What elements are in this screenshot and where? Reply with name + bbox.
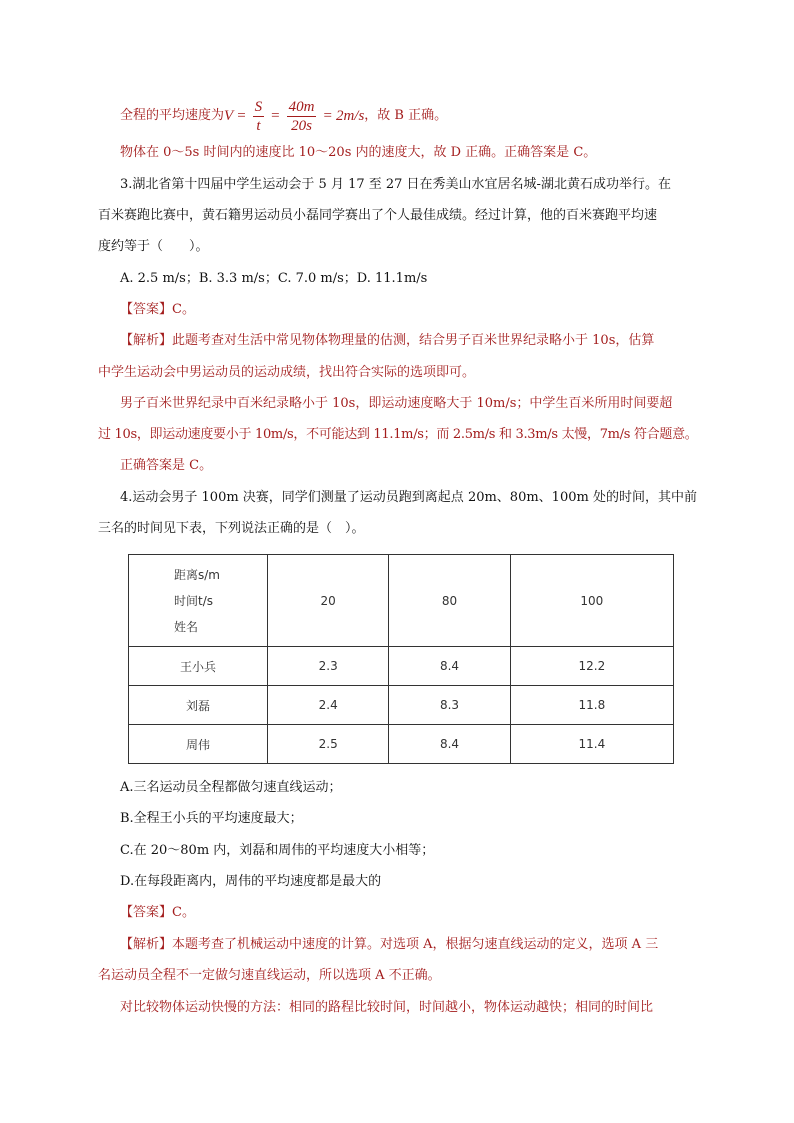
table-cell: 2.4 xyxy=(268,686,389,725)
table-header-cell: 80 xyxy=(389,555,510,647)
table-cell: 2.5 xyxy=(268,725,389,764)
answer-value: C。 xyxy=(172,302,195,317)
table-cell: 12.2 xyxy=(510,647,673,686)
explanation-tag: 【解析】 xyxy=(120,937,173,952)
header-time-label: 时间t/s xyxy=(174,593,214,608)
option-c: C.在 20～80m 内，刘磊和周伟的平均速度大小相等； xyxy=(120,843,435,858)
formula-prefix: 全程的平均速度为 xyxy=(120,108,225,123)
question-4-line: 4.运动会男子 100m 决赛，同学们测量了运动员跑到离起点 20m、80m、100m 处的时间，其中前 xyxy=(120,490,697,505)
text-line: 物体在 0～5s 时间内的速度比 10～20s 内的速度大，故 D 正确。正确答案是 C。 xyxy=(120,145,597,160)
formula-var-v: V xyxy=(224,108,234,124)
question-3-line: 百米赛跑比赛中，黄石籍男运动员小磊同学赛出了个人最佳成绩。经过计算，他的百米赛跑平均速 xyxy=(98,208,658,223)
option-a: A.三名运动员全程都做匀速直线运动； xyxy=(120,780,342,795)
table-cell-name: 周伟 xyxy=(129,725,268,764)
explanation-line: 男子百米世界纪录中百米纪录略小于 10s，即运动速度略大于 10m/s；中学生百米所用时间要超 xyxy=(120,396,673,411)
explanation-tag: 【解析】 xyxy=(120,333,173,348)
question-4-answer xyxy=(120,900,700,926)
table-cell-name: 刘磊 xyxy=(129,686,268,725)
explanation-line: 过 10s，即运动速度要小于 10m/s，不可能达到 11.1m/s；而 2.5m/s 和 3.3m/s 太慢，7m/s 符合题意。 xyxy=(98,427,698,442)
table-cell: 2.3 xyxy=(268,647,389,686)
option-d: D.在每段距离内，周伟的平均速度都是最大的 xyxy=(120,874,382,889)
option-b: B.全程王小兵的平均速度最大； xyxy=(120,811,303,826)
race-times-table xyxy=(128,554,674,764)
header-name-label: 姓名 xyxy=(174,619,199,634)
formula-result: 2m/s xyxy=(335,108,365,124)
formula-eq1: = xyxy=(237,108,246,124)
table-cell: 8.4 xyxy=(389,647,510,686)
table-cell: 11.8 xyxy=(510,686,673,725)
question-4-line: 三名的时间见下表，下列说法正确的是（ ）。 xyxy=(98,521,365,536)
formula-fraction-values xyxy=(287,98,317,135)
question-3-line: 3.湖北省第十四届中学生运动会于 5 月 17 至 27 日在秀美山水宜居名城-湖北黄石成功举行。在 xyxy=(120,177,671,192)
header-distance-label: 距离s/m xyxy=(174,567,220,582)
explanation-text: 本题考查了机械运动中速度的计算。对选项 A，根据匀速直线运动的定义，选项 A 三 xyxy=(172,937,659,952)
question-3-options: A. 2.5 m/s；B. 3.3 m/s；C. 7.0 m/s；D. 11.1m/s xyxy=(120,271,428,286)
table-row xyxy=(129,686,674,725)
question-3-line: 度约等于（ ）。 xyxy=(98,239,209,254)
answer-value: C。 xyxy=(172,905,195,920)
explanation-text: 此题考查对生活中常见物体物理量的估测，结合男子百米世界纪录略小于 10s，估算 xyxy=(172,333,655,348)
table-header-cell: 20 xyxy=(268,555,389,647)
table-row xyxy=(129,647,674,686)
explanation-line: 对比较物体运动快慢的方法：相同的路程比较时间，时间越小，物体运动越快；相同的时间比 xyxy=(120,1000,654,1015)
fraction-denominator: t xyxy=(256,117,261,134)
formula-suffix: ，故 B 正确。 xyxy=(364,108,448,123)
explanation-line: 名运动员全程不一定做匀速直线运动，所以选项 A 不正确。 xyxy=(98,968,441,983)
question-3-explanation xyxy=(120,328,700,354)
fraction-denominator: 20s xyxy=(291,117,312,134)
formula-eq2: = xyxy=(271,108,280,124)
table-cell: 8.3 xyxy=(389,686,510,725)
table-header-cell: 100 xyxy=(510,555,673,647)
formula-eq3: = xyxy=(323,108,332,124)
fraction-numerator: S xyxy=(254,98,263,115)
table-row xyxy=(129,725,674,764)
question-4-explanation xyxy=(120,932,700,958)
explanation-line: 正确答案是 C。 xyxy=(120,458,213,473)
answer-tag: 【答案】 xyxy=(120,302,173,317)
explanation-line: 中学生运动会中男运动员的运动成绩，找出符合实际的选项即可。 xyxy=(98,365,476,380)
formula-fraction-s-t xyxy=(253,98,265,135)
table-cell: 8.4 xyxy=(389,725,510,764)
table-diagonal-header xyxy=(129,555,268,647)
fraction-numerator: 40m xyxy=(288,98,315,115)
table-cell: 11.4 xyxy=(510,725,673,764)
answer-tag: 【答案】 xyxy=(120,905,173,920)
table-cell-name: 王小兵 xyxy=(129,647,268,686)
question-3-answer xyxy=(120,297,700,323)
average-speed-formula xyxy=(120,96,700,136)
table-header-row xyxy=(129,555,674,647)
